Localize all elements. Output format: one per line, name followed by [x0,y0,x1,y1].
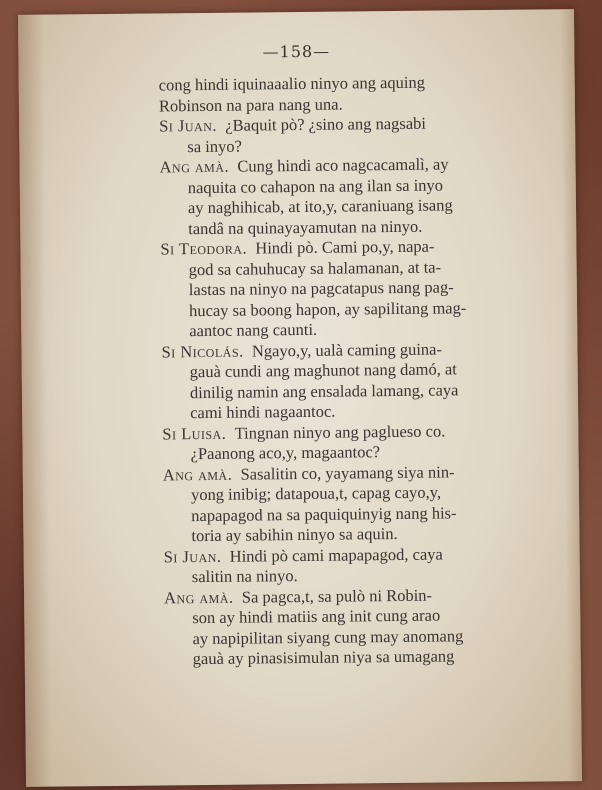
text-line: cong hindi iquinaaalio ninyo ang aquing [158,72,426,95]
text-line: Ngayo,y, ualà caming guina- [251,339,443,361]
text-line: ay naghihicab, at ito,y, caraniuang isang [187,195,453,218]
dialogue-paragraph [164,584,575,670]
text-line: Hindi pò cami mapapagod, caya [229,544,443,566]
speaker-name: Si Teodora. [160,238,248,259]
dialogue-paragraph [162,420,572,465]
text-line: napapagod na sa paquiquinyig nang his- [191,502,457,525]
text-line: salitin na ninyo. [191,566,298,587]
text-line: ¿Baquit pò? ¿sino ang nagsabi [225,113,427,135]
book-page [18,9,582,787]
page-body [159,71,575,670]
text-line: yong inibig; datapoua,t, capag cayo,y, [190,482,442,505]
text-line: god sa cahuhucay sa halamanan, at ta- [188,257,442,279]
text-line: Cung hindi aco nagcacamalì, ay [237,154,449,176]
text-line: tandâ na quinayayamutan na ninyo. [188,216,423,238]
text-line: Sasalitin co, yayamang siya nin- [240,461,455,484]
dialogue-paragraph [161,338,572,424]
text-line: naquita co cahapon na ang ilan sa inyo [187,174,444,197]
text-line: sa inyo? [187,136,242,156]
speaker-name: Si Luisa. [162,423,227,443]
speaker-name: Si Juan. [163,546,222,566]
dialogue-paragraph [164,543,574,588]
text-line: Tingnan ninyo ang paglueso co. [234,420,446,443]
text-line: gauà ay pinasisimulan niya sa umagang [192,646,455,669]
text-line: ¿Paanong aco,y, magaantoc? [190,442,381,464]
text-line: lastas na ninyo na pagcatapus nang pag- [188,277,454,300]
dialogue-paragraph [159,112,569,157]
text-line: hucay sa boong hapon, ay sapilitang mag- [188,297,467,320]
text-line: toria ay sabihin ninyo sa aquin. [191,523,398,546]
text-line: gauà cundi ang maghunot nang damó, at [189,359,457,382]
dialogue-paragraph [163,461,574,547]
text-line: Sa pagca,t, sa pulò ni Robin- [241,585,433,607]
text-line: aantoc nang caunti. [189,319,318,341]
speaker-name: Ang amà. [162,464,233,484]
text-line: Hindi pò. Cami po,y, napa- [255,236,435,258]
speaker-name: Si Nicolás. [161,341,244,361]
speaker-name: Ang amà. [163,587,234,607]
text-line: son ay hindi matiis ang init cung arao [192,605,441,628]
speaker-name: Ang amà. [159,156,230,177]
text-line: cami hindi nagaantoc. [190,401,336,423]
dialogue-paragraph [160,235,571,342]
speaker-name: Si Juan. [159,115,218,136]
paragraph [159,71,569,116]
page-number: —158— [262,41,331,62]
text-line: dinilig namin ang ensalada lamang, caya [189,379,459,402]
text-line: Robinson na para nang una. [158,94,343,115]
text-line: ay napipilitan siyang cung may anomang [192,625,464,648]
dialogue-paragraph [159,153,570,239]
